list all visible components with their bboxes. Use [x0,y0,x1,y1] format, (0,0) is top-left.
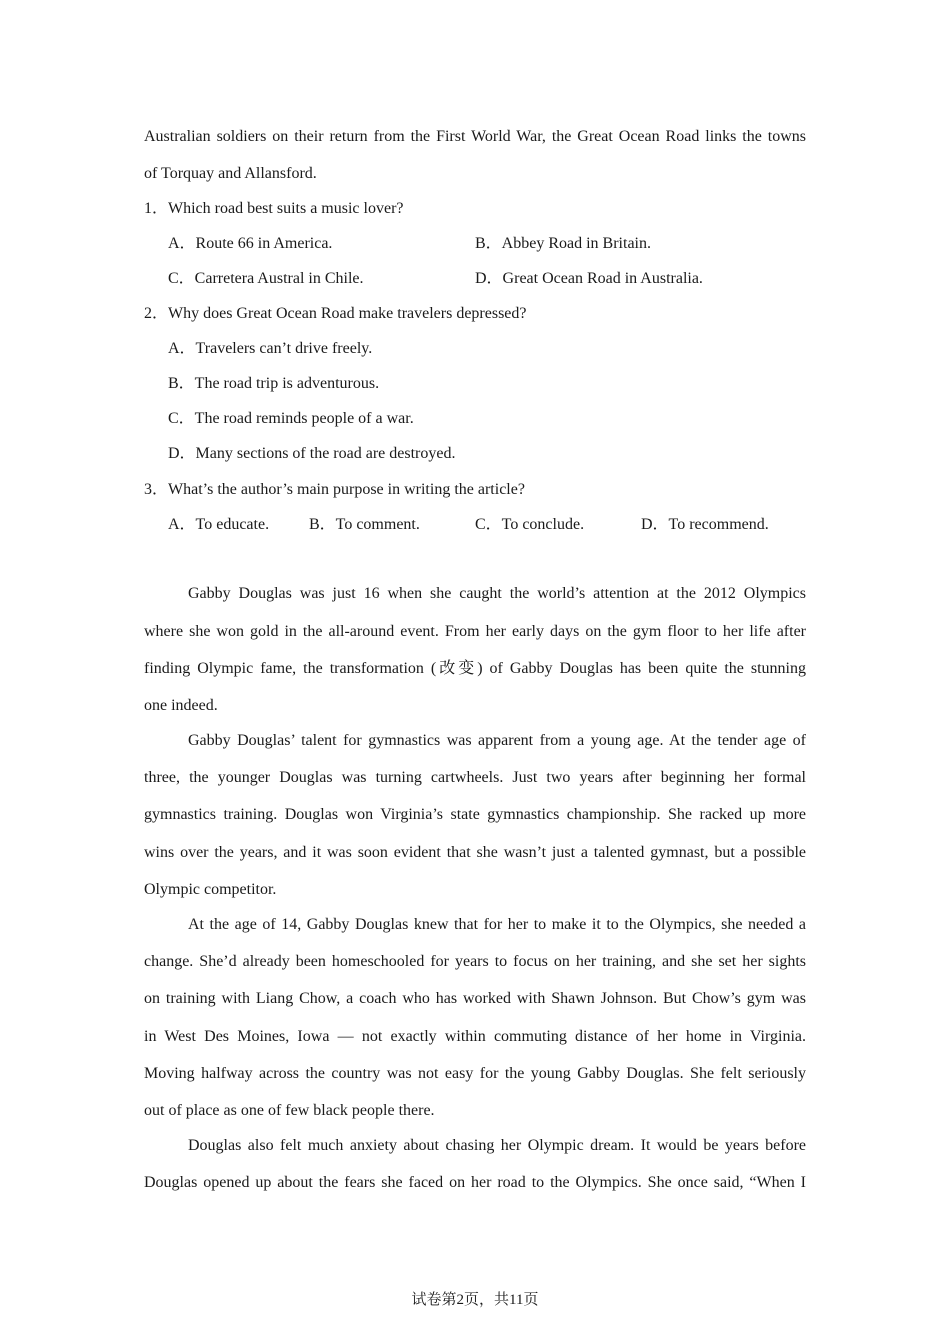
passage-p2-line-5: Olympic competitor. [144,881,277,898]
question-1-option-d[interactable]: D．Great Ocean Road in Australia. [475,270,703,287]
question-1-stem: 1．Which road best suits a music lover? [144,200,404,217]
passage-p3-line-1: At the age of 14, Gabby Douglas knew that for her to make it to the Olympics, she needed a [188,916,806,933]
question-2-option-b[interactable]: B．The road trip is adventurous. [168,375,380,392]
passage-p3-line-4: in West Des Moines, Iowa — not exactly within commuting distance of her home in Virginia. [144,1028,806,1045]
page-footer: 试卷第2页，共11页 [411,1292,539,1308]
passage-p4-line-1: Douglas also felt much anxiety about chasing her Olympic dream. It would be years before [188,1137,806,1154]
question-2-option-a[interactable]: A．Travelers can’t drive freely. [168,340,373,357]
question-3-option-b[interactable]: B．To comment. [309,516,420,533]
passage-p1-line-4: one indeed. [144,697,218,714]
passage-p3-line-6: out of place as one of few black people there. [144,1102,435,1119]
passage-p2-line-2: three, the younger Douglas was turning cartwheels. Just two years after beginning her formal [144,769,806,786]
intro-line-2: of Torquay and Allansford. [144,165,317,182]
question-2-option-d[interactable]: D．Many sections of the road are destroyed. [168,445,456,462]
passage-p3-line-3: on training with Liang Chow, a coach who has worked with Shawn Johnson. But Chow’s gym was [144,990,806,1007]
question-1-option-c[interactable]: C．Carretera Austral in Chile. [168,270,364,287]
passage-p1-line-3: finding Olympic fame, the transformation (改变) of Gabby Douglas has been quite the stunning [144,660,806,677]
question-3-option-d[interactable]: D．To recommend. [641,516,769,533]
question-3-option-a[interactable]: A．To educate. [168,516,270,533]
intro-line-1: Australian soldiers on their return from the First World War, the Great Ocean Road links the towns [144,128,806,145]
passage-p2-line-3: gymnastics training. Douglas won Virginia’s state gymnastics championship. She racked up more [144,806,806,823]
question-3-stem: 3．What’s the author’s main purpose in writing the article? [144,481,525,498]
question-2-stem: 2．Why does Great Ocean Road make travelers depressed? [144,305,527,322]
passage-p4-line-2: Douglas opened up about the fears she faced on her road to the Olympics. She once said, “When I [144,1174,806,1191]
passage-p1-line-1: Gabby Douglas was just 16 when she caught the world’s attention at the 2012 Olympics [188,585,806,602]
question-3-option-c[interactable]: C．To conclude. [475,516,585,533]
passage-p1-line-2: where she won gold in the all-around event. From her early days on the gym floor to her life after [144,623,806,640]
question-1-option-a[interactable]: A．Route 66 in America. [168,235,333,252]
passage-p3-line-5: Moving halfway across the country was not easy for the young Gabby Douglas. She felt seriously [144,1065,806,1082]
passage-p3-line-2: change. She’d already been homeschooled for years to focus on her training, and she set her sights [144,953,806,970]
question-2-option-c[interactable]: C．The road reminds people of a war. [168,410,414,427]
passage-p2-line-1: Gabby Douglas’ talent for gymnastics was apparent from a young age. At the tender age of [188,732,806,749]
question-1-option-b[interactable]: B．Abbey Road in Britain. [475,235,651,252]
passage-p2-line-4: wins over the years, and it was soon evident that she wasn’t just a talented gymnast, but a possible [144,844,806,861]
